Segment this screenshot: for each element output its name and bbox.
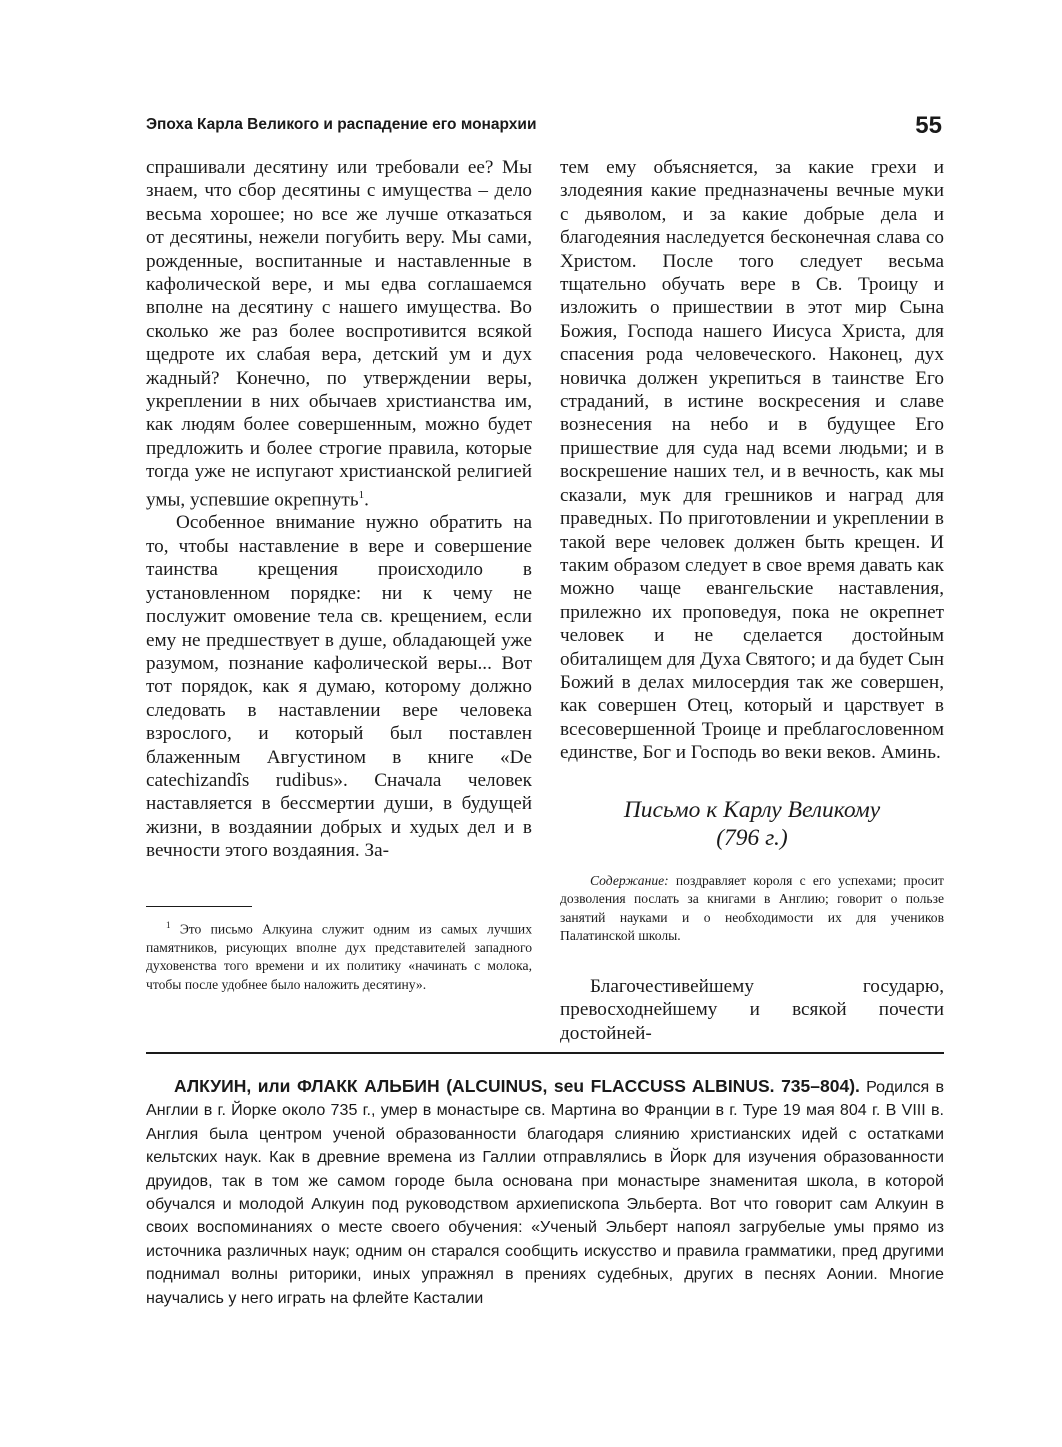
- letter-title-line-1: Письмо к Карлу Великому: [623, 797, 881, 823]
- letter-title-line-2: (796 г.): [716, 825, 788, 851]
- footnote-marker: 1: [166, 920, 171, 930]
- summary-label: Содержание:: [590, 873, 669, 888]
- footnote: [146, 916, 532, 994]
- letter-title: [560, 796, 944, 852]
- page-number: 55: [915, 112, 942, 139]
- left-column: [146, 156, 532, 863]
- biography-text: Родился в Англии в г. Йорке около 735 г., умер в монастыре св. Мартина во Франции в г. Туре 19 мая 804 г. В VIII в. Англия была центром ученой образованности благодаря слиянию христианских идей с остатками кельтских наук. Как в древние времена из Галлии отправлялись в Йорк для изучения образованности друидов, так в том же самом городе была основана при монастыре знаменитая школа, в которой обучался и молодой Алкуин под руководством архиепископа Эльберта. Вот что говорит сам Алкуин в своих воспоминаниях о месте своего обучения: «Ученый Эльберт напоял загрубелые умы прямо из источника различных наук; одним он старался сообщить искусство и правила грамматики, пред другими поднимал волны риторики, иных упражнял в прениях судебных, других в песнях Аонии. Многие научались у него играть на флейте Касталии: [146, 1078, 944, 1307]
- letter-summary: [560, 872, 944, 946]
- left-paragraph-2: Особенное внимание нужно обратить на то, чтобы наставление в вере и совершение таинства крещения происходило в установленном порядке: ни к чему не послужит омовение тела св. крещением, если ему не предшествует в душе, обладающей уже разумом, познание кафолической веры... Вот тот порядок, как я думаю, которому должно следовать в наставлении вере человека взрослого, и который был поставлен блаженным Августином в книге «De catechizandîs rudibus». Сначала человек наставляется в бессмертии души, в будущей жизни, в воздаянии добрых и худых дел и в вечности этого воздаяния. За-: [146, 512, 532, 862]
- letter-opening: Благочестивейшему государю, превосходнейшему и всякой почести достойней-: [560, 976, 944, 1044]
- section-divider: [146, 1052, 944, 1054]
- footnote-rule: [146, 906, 252, 907]
- page-header: [146, 112, 942, 152]
- summary-text: поздравляет короля с его успехами; просит дозволения послать за книгами в Англию; говорит о пользе занятий науками и о необходимости их для учеников Палатинской школы.: [560, 873, 944, 944]
- left-paragraph-1-text: спрашивали десятину или требовали ее? Мы знаем, что сбор десятины с имущества – дело весьма хорошее; но все же лучше отказаться от десятины, нежели погубить веру. Мы сами, рожденные, воспитанные и наставленные в кафолической вере, и мы едва соглашаемся вполне на десятину с нашего имущества. Во сколько же раз более воспротивится всякой щедроте их слабая вера, детский ум и дух жадный? Конечно, по утверждении веры, укреплении в них обычаев христианства им, как людям более совершенным, можно будет предложить и более строгие правила, которые тогда уже не испугают христианской религией умы, успевшие окрепнуть: [146, 157, 532, 511]
- author-biography: [146, 1075, 944, 1310]
- right-paragraph-1: тем ему объясняется, за какие грехи и злодеяния какие предназначены вечные муки с дьяволом, и за какие добрые дела и благодеяния наследуется бесконечная слава со Христом. После того следует весьма тщательно обучать вере в Св. Троицу и изложить о пришествии в этот мир Сына Божия, Господа нашего Иисуса Христа, для спасения рода человеческого. Наконец, дух новичка должен укрепиться в таинстве Его страданий, в истине воскресения и славе вознесения на небо и в будущее Его пришествие для суда над всеми людьми; и в воскрешение наших тел, и в вечность, как мы сказали, мук для грешников и наград для праведных. По приготовлении и укреплении в такой вере человек должен быть крещен. И таким образом следует в свое время давать как можно чаще евангельские наставления, прилежно их проповедуя, пока не окрепнет человек и не сделается достойным обиталищем для Духа Святого; и да будет Сын Божий в делах милосердия так же совершен, как совершен Отец, который и царствует в всесовершенной Троице и преблагословенном единстве, Бог и Господь во веки веков. Аминь.: [560, 157, 944, 764]
- running-title: Эпоха Карла Великого и распадение его монархии: [146, 116, 537, 133]
- right-column: [560, 156, 944, 765]
- biography-heading: АЛКУИН, или ФЛАКК АЛЬБИН (ALCUINUS, seu FLACCUSS ALBINUS. 735–804).: [174, 1076, 860, 1096]
- footnote-text: Это письмо Алкуина служит одним из самых лучших памятников, рисующих вполне дух представителей западного духовенства того времени и их политику «начинать с молока, чтобы после удобнее было наложить десятину».: [146, 921, 532, 992]
- footnote-ref: 1: [358, 488, 365, 501]
- left-paragraph-1-end: .: [364, 489, 369, 511]
- left-paragraph-1: [146, 156, 532, 511]
